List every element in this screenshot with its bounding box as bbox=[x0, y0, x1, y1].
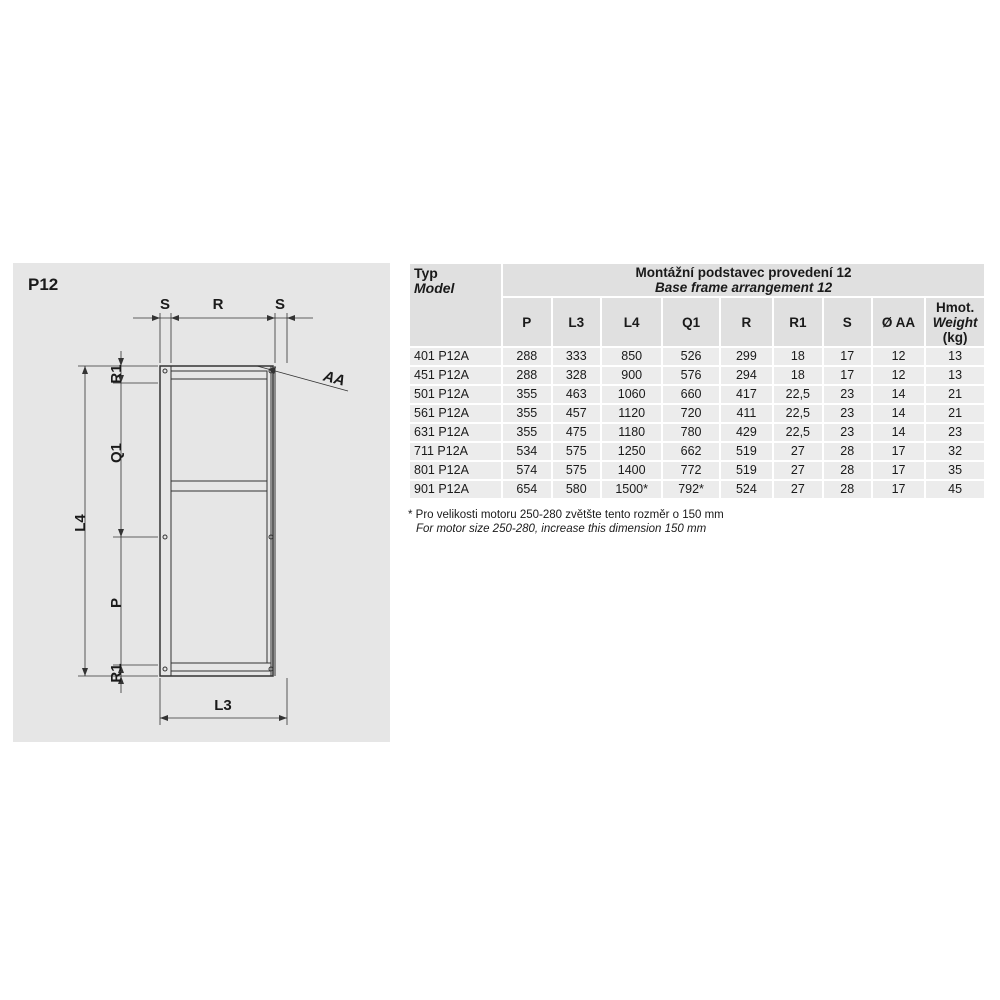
value-cell: 28 bbox=[824, 462, 871, 479]
value-cell: 17 bbox=[873, 462, 924, 479]
value-cell: 411 bbox=[721, 405, 772, 422]
value-cell: 28 bbox=[824, 443, 871, 460]
value-cell: 13 bbox=[926, 367, 984, 384]
value-cell: 519 bbox=[721, 443, 772, 460]
value-cell: 17 bbox=[873, 481, 924, 498]
footnote-cz: * Pro velikosti motoru 250-280 zvětšte tento rozměr o 150 mm bbox=[408, 509, 724, 521]
label-p: P bbox=[108, 597, 125, 609]
value-cell: 524 bbox=[721, 481, 772, 498]
value-cell: 417 bbox=[721, 386, 772, 403]
value-cell: 17 bbox=[873, 443, 924, 460]
weight-header-en: Weight bbox=[932, 314, 978, 330]
table-row bbox=[410, 367, 984, 384]
drawing-panel bbox=[13, 263, 390, 742]
value-cell: 32 bbox=[926, 443, 984, 460]
model-cell: 451 P12A bbox=[410, 367, 501, 384]
value-cell: 355 bbox=[503, 405, 550, 422]
value-cell: 27 bbox=[774, 443, 822, 460]
label-r: R bbox=[212, 296, 224, 313]
value-cell: 580 bbox=[553, 481, 600, 498]
model-cell: 711 P12A bbox=[410, 443, 501, 460]
label-aa: AA bbox=[321, 367, 347, 390]
col-header-q1: Q1 bbox=[663, 298, 718, 346]
model-header-cz: Typ bbox=[414, 265, 438, 281]
value-cell: 475 bbox=[553, 424, 600, 441]
value-cell: 1500* bbox=[602, 481, 661, 498]
table-row bbox=[410, 481, 984, 498]
value-cell: 27 bbox=[774, 481, 822, 498]
value-cell: 1120 bbox=[602, 405, 661, 422]
label-r1-top: R1 bbox=[108, 364, 125, 384]
table-row bbox=[410, 386, 984, 403]
value-cell: 14 bbox=[873, 386, 924, 403]
value-cell: 45 bbox=[926, 481, 984, 498]
table-row bbox=[410, 424, 984, 441]
value-cell: 850 bbox=[602, 348, 661, 365]
col-header-aa: Ø AA bbox=[873, 298, 924, 346]
value-cell: 21 bbox=[926, 386, 984, 403]
value-cell: 17 bbox=[824, 367, 871, 384]
value-cell: 1060 bbox=[602, 386, 661, 403]
value-cell: 654 bbox=[503, 481, 550, 498]
value-cell: 900 bbox=[602, 367, 661, 384]
value-cell: 1250 bbox=[602, 443, 661, 460]
value-cell: 14 bbox=[873, 405, 924, 422]
frame-outline bbox=[160, 366, 273, 676]
value-cell: 660 bbox=[663, 386, 718, 403]
model-cell: 801 P12A bbox=[410, 462, 501, 479]
value-cell: 294 bbox=[721, 367, 772, 384]
weight-header-unit: (kg) bbox=[942, 329, 968, 345]
value-cell: 22,5 bbox=[774, 405, 822, 422]
value-cell: 662 bbox=[663, 443, 718, 460]
value-cell: 792* bbox=[663, 481, 718, 498]
value-cell: 429 bbox=[721, 424, 772, 441]
value-cell: 28 bbox=[824, 481, 871, 498]
label-l4: L4 bbox=[72, 514, 89, 532]
value-cell: 21 bbox=[926, 405, 984, 422]
model-cell: 501 P12A bbox=[410, 386, 501, 403]
value-cell: 772 bbox=[663, 462, 718, 479]
group-header-en: Base frame arrangement 12 bbox=[655, 280, 833, 295]
table-row bbox=[410, 348, 984, 365]
label-s-left: S bbox=[159, 296, 171, 313]
col-header-r1: R1 bbox=[774, 298, 822, 346]
label-r1-bottom: R1 bbox=[108, 663, 125, 683]
base-frame-drawing bbox=[13, 263, 390, 742]
value-cell: 299 bbox=[721, 348, 772, 365]
value-cell: 328 bbox=[553, 367, 600, 384]
value-cell: 780 bbox=[663, 424, 718, 441]
value-cell: 35 bbox=[926, 462, 984, 479]
value-cell: 23 bbox=[824, 386, 871, 403]
value-cell: 575 bbox=[553, 443, 600, 460]
value-cell: 355 bbox=[503, 424, 550, 441]
model-cell: 901 P12A bbox=[410, 481, 501, 498]
label-l3: L3 bbox=[214, 697, 232, 714]
value-cell: 1180 bbox=[602, 424, 661, 441]
value-cell: 14 bbox=[873, 424, 924, 441]
value-cell: 13 bbox=[926, 348, 984, 365]
value-cell: 457 bbox=[553, 405, 600, 422]
value-cell: 575 bbox=[553, 462, 600, 479]
weight-header-cz: Hmot. bbox=[935, 299, 975, 315]
table-row bbox=[410, 462, 984, 479]
col-header-weight bbox=[926, 298, 984, 346]
model-cell: 561 P12A bbox=[410, 405, 501, 422]
value-cell: 23 bbox=[926, 424, 984, 441]
col-header-l3: L3 bbox=[553, 298, 600, 346]
dimension-table bbox=[408, 262, 986, 500]
group-header bbox=[503, 264, 984, 296]
footnote-en: For motor size 250-280, increase this dimension 150 mm bbox=[416, 523, 707, 535]
value-cell: 288 bbox=[503, 367, 550, 384]
col-header-l4: L4 bbox=[602, 298, 661, 346]
value-cell: 18 bbox=[774, 348, 822, 365]
value-cell: 534 bbox=[503, 443, 550, 460]
col-header-p: P bbox=[503, 298, 550, 346]
value-cell: 288 bbox=[503, 348, 550, 365]
model-header-en: Model bbox=[414, 280, 455, 296]
value-cell: 720 bbox=[663, 405, 718, 422]
value-cell: 355 bbox=[503, 386, 550, 403]
value-cell: 526 bbox=[663, 348, 718, 365]
col-header-r: R bbox=[721, 298, 772, 346]
value-cell: 27 bbox=[774, 462, 822, 479]
value-cell: 17 bbox=[824, 348, 871, 365]
table-body bbox=[410, 348, 984, 498]
model-header bbox=[410, 264, 501, 346]
value-cell: 1400 bbox=[602, 462, 661, 479]
table-row bbox=[410, 405, 984, 422]
value-cell: 23 bbox=[824, 424, 871, 441]
value-cell: 12 bbox=[873, 367, 924, 384]
value-cell: 333 bbox=[553, 348, 600, 365]
group-header-cz: Montážní podstavec provedení 12 bbox=[635, 265, 852, 280]
value-cell: 23 bbox=[824, 405, 871, 422]
value-cell: 519 bbox=[721, 462, 772, 479]
value-cell: 576 bbox=[663, 367, 718, 384]
table-row bbox=[410, 443, 984, 460]
model-cell: 401 P12A bbox=[410, 348, 501, 365]
model-cell: 631 P12A bbox=[410, 424, 501, 441]
drawing-title: P12 bbox=[28, 275, 59, 294]
footnote bbox=[408, 508, 724, 536]
value-cell: 463 bbox=[553, 386, 600, 403]
col-header-s: S bbox=[824, 298, 871, 346]
label-q1: Q1 bbox=[108, 442, 125, 464]
value-cell: 574 bbox=[503, 462, 550, 479]
value-cell: 18 bbox=[774, 367, 822, 384]
value-cell: 22,5 bbox=[774, 424, 822, 441]
value-cell: 12 bbox=[873, 348, 924, 365]
label-s-right: S bbox=[274, 296, 286, 313]
value-cell: 22,5 bbox=[774, 386, 822, 403]
